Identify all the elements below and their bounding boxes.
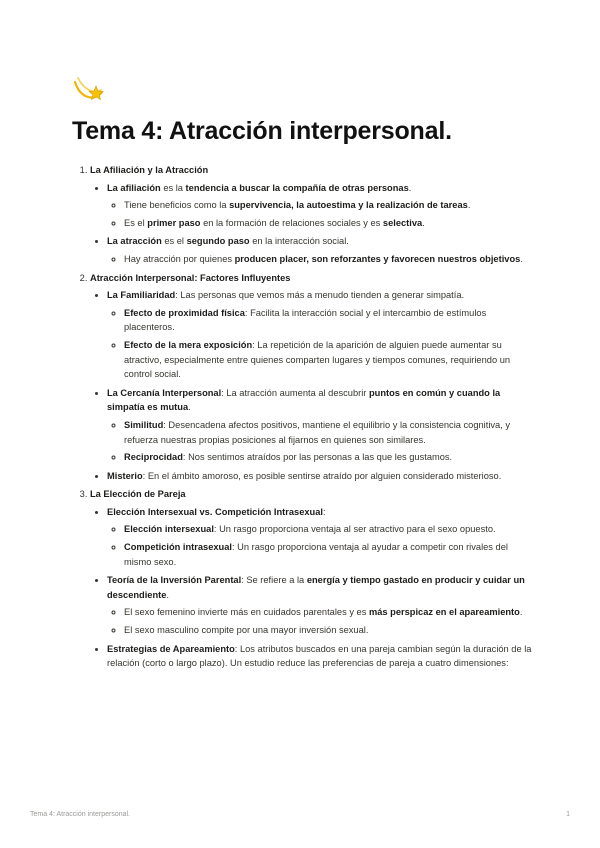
text-run: El sexo masculino compite por una mayor inversión sexual. <box>124 625 369 636</box>
text-run: Tiene beneficios como la <box>124 200 230 211</box>
text-run: : Se refiere a la <box>241 575 307 586</box>
text-run: : Desencadena afectos positivos, mantiene el equilibrio y la consistencia cognitiva, y refuerza nuestras propias posiciones al fijarnos en quienes son similares. <box>124 419 511 445</box>
bold-text: Elección Intersexual vs. Competición Intrasexual <box>107 506 323 517</box>
sub-bullet-item <box>124 306 532 335</box>
section-list <box>72 163 532 671</box>
bold-text: Similitud <box>124 419 164 430</box>
bold-text: energía y tiempo gastado en producir y cuidar un descendiente <box>107 575 525 600</box>
bold-text: Efecto de proximidad física <box>124 307 245 318</box>
text-run: : <box>322 506 326 517</box>
sub-bullet-item <box>124 623 532 638</box>
section-item <box>90 271 532 484</box>
section-item <box>90 163 532 267</box>
bullet-item <box>107 642 532 671</box>
bold-text: Efecto de la mera exposición <box>124 339 253 350</box>
bold-text: La afiliación <box>107 182 161 193</box>
sub-bullet-item <box>124 605 532 620</box>
bullet-list <box>90 181 532 267</box>
text-run: : Los atributos buscados en una pareja cambian según la duración de la relación (corto o largo plazo). Un estudio reduce las preferencias de pareja a cuatro dimensiones: <box>107 643 532 669</box>
sub-bullet-item <box>124 252 532 267</box>
bold-text: segundo paso <box>186 236 250 247</box>
bullet-list <box>90 288 532 483</box>
text-run: Es el <box>124 217 148 228</box>
sub-bullet-item <box>124 198 532 213</box>
sub-bullet-item <box>124 540 532 569</box>
bullet-item <box>107 505 532 569</box>
section-heading: Atracción Interpersonal: Factores Influyentes <box>90 272 291 283</box>
bullet-item <box>107 469 532 484</box>
page-number: 1 <box>566 811 570 818</box>
text-run: Hay atracción por quienes <box>124 253 235 264</box>
bullet-item <box>107 573 532 637</box>
text-run: : Un rasgo proporciona ventaja al ser atractivo para el sexo opuesto. <box>213 524 496 535</box>
sub-bullet-item <box>124 338 532 382</box>
sub-bullet-list <box>107 522 532 569</box>
bold-text: puntos en común y cuando la simpatía es mutua <box>107 387 501 413</box>
yellow-comet-icon <box>72 72 106 106</box>
bullet-item <box>107 288 532 382</box>
bold-text: selectiva <box>382 217 423 228</box>
bold-text: La Familiaridad <box>107 290 176 301</box>
bold-text: Elección intersexual <box>124 524 214 535</box>
sub-bullet-list <box>107 252 532 267</box>
text-run: . <box>422 217 425 228</box>
bold-text: La Cercanía Interpersonal <box>107 387 222 398</box>
text-run: . <box>467 200 471 211</box>
text-run: . <box>519 607 523 618</box>
bold-text: primer paso <box>147 217 201 228</box>
bullet-item <box>107 386 532 465</box>
sub-bullet-list <box>107 418 532 465</box>
section-item <box>90 487 532 671</box>
sub-bullet-item <box>124 450 532 465</box>
sub-bullet-item <box>124 418 532 447</box>
bold-text: tendencia a buscar la compañía de otras personas <box>185 182 409 193</box>
bold-text: La atracción <box>107 236 162 247</box>
text-run: : Facilita la interacción social y el intercambio de estímulos placenteros. <box>124 307 487 333</box>
sub-bullet-item <box>124 522 532 537</box>
text-run: . <box>166 589 170 600</box>
text-run: en la formación de relaciones sociales y es <box>200 217 383 228</box>
sub-bullet-list <box>107 605 532 637</box>
bullet-item <box>107 181 532 231</box>
footer-title: Tema 4: Atracción interpersonal. <box>30 811 130 818</box>
text-run: es el <box>161 236 187 247</box>
text-run: : En el ámbito amoroso, es posible sentirse atraído por alguien considerado misterioso. <box>142 470 502 481</box>
text-run: : La atracción aumenta al descubrir <box>221 387 369 398</box>
document-body <box>72 163 532 675</box>
text-run: en la interacción social. <box>249 236 349 247</box>
text-run: es la <box>160 182 186 193</box>
bold-text: producen placer, son reforzantes y favorecen nuestros objetivos <box>234 253 521 264</box>
text-run: El sexo femenino invierte más en cuidados parentales y es <box>124 607 369 618</box>
bold-text: Competición intrasexual <box>124 542 232 553</box>
text-run: : La repetición de la aparición de alguien puede aumentar su atractivo, especialmente entre quienes comparten lugares y tiempos comunes, requiriendo un control social. <box>124 339 511 380</box>
bold-text: supervivencia, la autoestima y la realización de tareas <box>229 200 468 211</box>
section-heading: La Afiliación y la Atracción <box>90 165 209 175</box>
text-run: : Un rasgo proporciona ventaja al ayudar a competir con rivales del mismo sexo. <box>124 542 508 567</box>
bold-text: más perspicaz en el apareamiento <box>368 607 520 618</box>
sub-bullet-item <box>124 216 532 231</box>
bold-text: Misterio <box>107 470 143 481</box>
bullet-list <box>90 505 532 671</box>
section-heading: La Elección de Pareja <box>90 489 186 500</box>
text-run: : Nos sentimos atraídos por las personas a las que les gustamos. <box>182 452 453 463</box>
text-run: . <box>188 402 191 413</box>
text-run: : Las personas que vemos más a menudo tienden a generar simpatía. <box>175 290 465 301</box>
bold-text: Teoría de la Inversión Parental <box>107 575 242 586</box>
text-run: . <box>408 182 412 193</box>
text-run: . <box>520 253 523 264</box>
page-title: Tema 4: Atracción interpersonal. <box>72 117 452 145</box>
bold-text: Estrategias de Apareamiento <box>107 643 235 654</box>
sub-bullet-list <box>107 198 532 230</box>
bullet-item <box>107 234 532 266</box>
sub-bullet-list <box>107 306 532 382</box>
bold-text: Reciprocidad <box>124 452 183 463</box>
